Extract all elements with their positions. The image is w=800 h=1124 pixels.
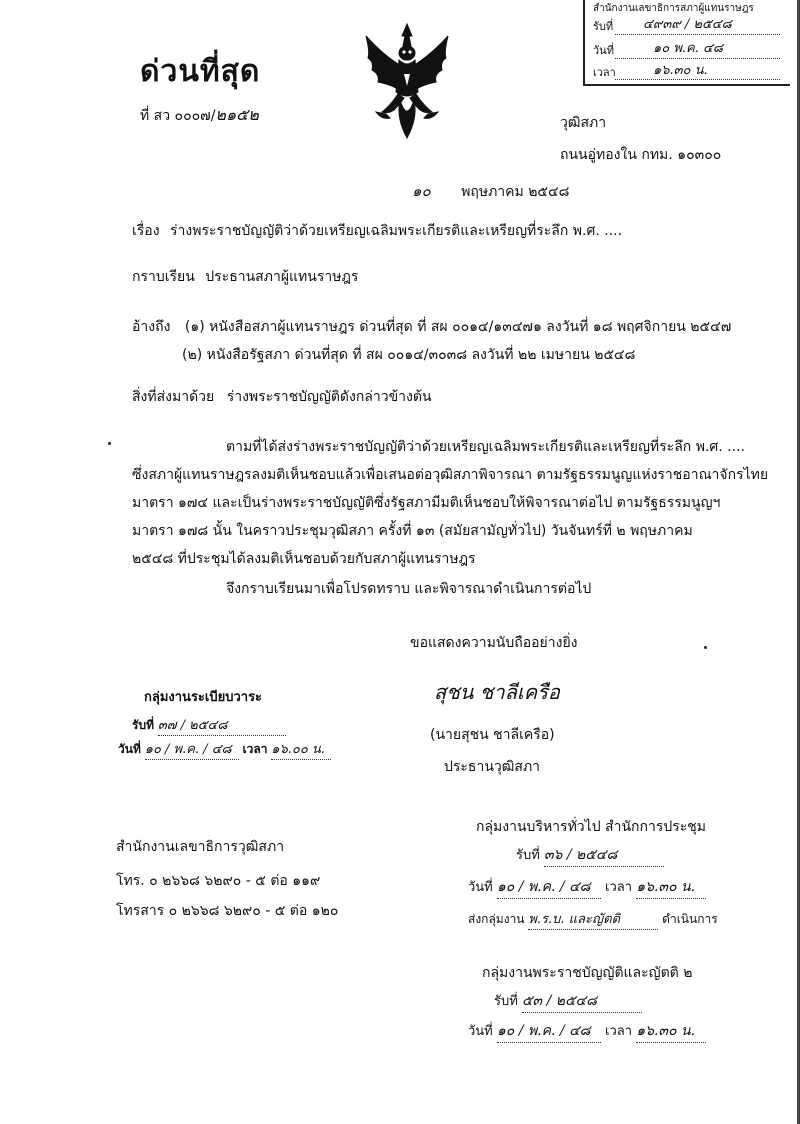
stamp-left-recv-row bbox=[132, 714, 286, 736]
reception-stamp-left bbox=[118, 680, 328, 760]
reference-row-1 bbox=[132, 318, 731, 336]
stamp-top-recv-label: รับที่ bbox=[593, 20, 614, 33]
reception-stamp-right-2 bbox=[466, 962, 766, 1062]
reception-stamp-top bbox=[583, 0, 790, 86]
stamp-top-time-label: เวลา bbox=[593, 66, 616, 79]
stamp-right1-date-label: วันที่ bbox=[468, 880, 493, 895]
reception-stamp-right-1 bbox=[466, 816, 766, 936]
office-fax: โทรสาร ๐ ๒๖๖๘ ๖๒๙๐ - ๕ ต่อ ๑๒๐ bbox=[116, 903, 339, 919]
subject-text: ร่างพระราชบัญญัติว่าด้วยเหรียญเฉลิมพระเกียรติและเหรียญที่ระลึก พ.ศ. .... bbox=[170, 223, 623, 239]
paragraph-line-4: มาตรา ๑๗๘ นั้น ในคราวประชุมวุฒิสภา ครั้งที่ ๑๓ (สมัยสามัญทั่วไป) วันจันทร์ที่ ๒ พฤษภาคม bbox=[132, 523, 693, 539]
doc-number-handwritten: ๒๑๕๒ bbox=[215, 105, 259, 124]
stamp-right1-date-row bbox=[468, 876, 706, 899]
salutation: ขอแสดงความนับถืออย่างยิ่ง bbox=[410, 635, 578, 651]
enclosure-row bbox=[132, 388, 432, 406]
office-name: สำนักงานเลขาธิการวุฒิสภา bbox=[116, 839, 285, 855]
stamp-top-recv-value: ๔๙๓๙ / ๒๕๔๘ bbox=[643, 17, 732, 32]
office-phone: โทร. ๐ ๒๖๖๘ ๖๒๙๐ - ๕ ต่อ ๑๑๙ bbox=[116, 873, 321, 889]
stamp-right1-date-value: ๑๐ / พ.ค. / ๔๘ bbox=[497, 876, 601, 899]
stamp-right2-recv-row bbox=[494, 990, 642, 1013]
stamp-left-date-value: ๑๐ / พ.ค. / ๔๘ bbox=[145, 738, 239, 760]
reference-label: อ้างถึง bbox=[132, 319, 171, 335]
addressee-row bbox=[132, 268, 358, 286]
stamp-top-time-value: ๑๖.๓๐ น. bbox=[653, 63, 708, 78]
paragraph-line-5: ๒๕๔๘ ที่ประชุมได้ลงมติเห็นชอบด้วยกับสภาผู้แทนราษฎร bbox=[132, 551, 476, 567]
stamp-right2-recv-value: ๕๓ / ๒๕๔๘ bbox=[522, 990, 642, 1013]
stamp-right2-time-value: ๑๖.๓๐ น. bbox=[636, 1020, 706, 1043]
org-name: วุฒิสภา bbox=[560, 115, 607, 131]
doc-number-prefix: ที่ สว ๐๐๐๗/ bbox=[140, 108, 216, 124]
stamp-right1-action-suffix: ดำเนินการ bbox=[662, 912, 718, 926]
stamp-left-recv-label: รับที่ bbox=[132, 718, 154, 732]
stamp-left-date-row bbox=[118, 738, 331, 760]
stamp-right1-recv-row bbox=[516, 844, 664, 867]
stamp-left-recv-value: ๓๗ / ๒๕๔๘ bbox=[158, 714, 286, 736]
stamp-top-date-value: ๑๐ พ.ค. ๔๘ bbox=[653, 41, 723, 56]
subject-label: เรื่อง bbox=[132, 223, 160, 239]
scan-speck bbox=[108, 442, 111, 445]
paragraph-line-2: ซึ่งสภาผู้แทนราษฎรลงมติเห็นชอบแล้วเพื่อเสนอต่อวุฒิสภาพิจารณา ตามรัฐธรรมนูญแห่งราชอาณาจักรไทย bbox=[132, 467, 769, 483]
paragraph-line-3: มาตรา ๑๗๔ และเป็นร่างพระราชบัญญัติซึ่งรัฐสภามีมติเห็นชอบให้พิจารณาต่อไป ตามรัฐธรรมนูญฯ bbox=[132, 495, 721, 511]
stamp-right2-time-label: เวลา bbox=[605, 1024, 633, 1039]
stamp-right1-recv-value: ๓๖ / ๒๕๔๘ bbox=[544, 844, 664, 867]
signatory-title: ประธานวุฒิสภา bbox=[444, 759, 541, 775]
stamp-right1-action-value: พ.ร.บ. และญัตติ bbox=[528, 908, 658, 930]
stamp-right1-time-value: ๑๖.๓๐ น. bbox=[636, 876, 706, 899]
letter-date-day: ๑๐ bbox=[412, 182, 431, 200]
stamp-right2-title: กลุ่มงานพระราชบัญญัติและญัตติ ๒ bbox=[482, 965, 693, 981]
reference-2: (๒) หนังสือรัฐสภา ด่วนที่สุด ที่ สผ ๐๐๑๔/๓๐๓๘ ลงวันที่ ๒๒ เมษายน ๒๕๔๘ bbox=[182, 347, 636, 363]
stamp-left-date-label: วันที่ bbox=[118, 742, 141, 756]
letter-date-month-year: พฤษภาคม ๒๕๔๘ bbox=[461, 184, 570, 200]
stamp-top-org: สำนักงานเลขาธิการสภาผู้แทนราษฎร bbox=[593, 3, 754, 14]
stamp-top-date-label: วันที่ bbox=[593, 44, 614, 57]
addressee-label: กราบเรียน bbox=[132, 269, 195, 285]
stamp-right2-date-row bbox=[468, 1020, 706, 1043]
reference-1: (๑) หนังสือสภาผู้แทนราษฎร ด่วนที่สุด ที่ สผ ๐๐๑๔/๑๓๔๗๑ ลงวันที่ ๑๘ พฤศจิกายน ๒๕๔๗ bbox=[184, 319, 732, 335]
closing-line: จึงกราบเรียนมาเพื่อโปรดทราบ และพิจารณาดำเนินการต่อไป bbox=[226, 581, 592, 597]
stamp-right2-recv-label: รับที่ bbox=[494, 994, 518, 1009]
stamp-left-title: กลุ่มงานระเบียบวาระ bbox=[144, 690, 263, 705]
doc-number bbox=[140, 106, 259, 125]
stamp-left-time-value: ๑๖.๐๐ น. bbox=[271, 738, 331, 760]
org-address: ถนนอู่ทองใน กทม. ๑๐๓๐๐ bbox=[560, 147, 722, 163]
stamp-right1-title: กลุ่มงานบริหารทั่วไป สำนักการประชุม bbox=[476, 819, 707, 835]
signatory-name: (นายสุชน ชาลีเครือ) bbox=[430, 727, 555, 743]
stamp-right1-action-row bbox=[468, 908, 718, 930]
signature-scribble: สุชน ชาลีเครือ bbox=[434, 680, 560, 704]
stamp-right2-date-label: วันที่ bbox=[468, 1024, 493, 1039]
stamp-right1-recv-label: รับที่ bbox=[516, 848, 540, 863]
garuda-emblem-icon bbox=[362, 22, 452, 142]
enclosure-label: สิ่งที่ส่งมาด้วย bbox=[132, 389, 215, 405]
paragraph-line-1: ตามที่ได้ส่งร่างพระราชบัญญัติว่าด้วยเหรียญเฉลิมพระเกียรติและเหรียญที่ระลึก พ.ศ. .... bbox=[226, 439, 745, 455]
stamp-left-time-label: เวลา bbox=[242, 742, 268, 756]
enclosure-text: ร่างพระราชบัญญัติดังกล่าวข้างต้น bbox=[226, 389, 432, 405]
addressee-text: ประธานสภาผู้แทนราษฎร bbox=[205, 269, 359, 285]
stamp-right1-time-label: เวลา bbox=[605, 880, 633, 895]
subject-row bbox=[132, 222, 622, 240]
stamp-right1-action-label: ส่งกลุ่มงาน bbox=[468, 912, 525, 926]
letter-date bbox=[412, 182, 569, 201]
stamp-right2-date-value: ๑๐ / พ.ค. / ๔๘ bbox=[497, 1020, 601, 1043]
urgency-heading: ด่วนที่สุด bbox=[140, 54, 261, 89]
scan-speck bbox=[704, 646, 707, 649]
